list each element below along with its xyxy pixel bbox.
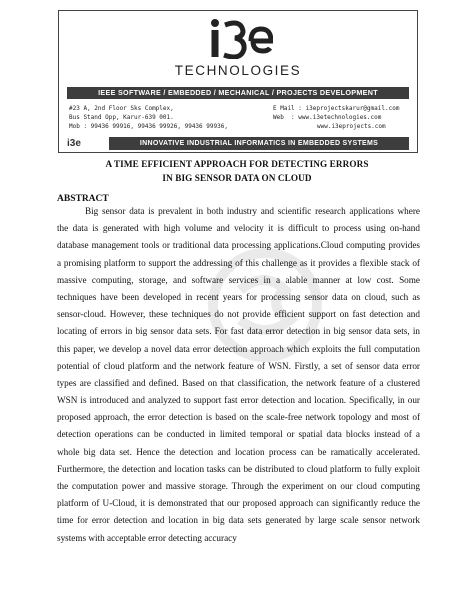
mini-logo: i3e [67,137,107,150]
abstract-body [57,203,420,547]
logo-area [59,11,417,84]
abstract-line: techniques have been developed in recent years for processing sensor data on cloud, such as [57,291,420,302]
abstract-line: sensor-cloud. However, these techniques do not provide efficient support on fast detection and [57,309,420,320]
abstract-line: database management tools or traditional data processing applications.Cloud computing provides [57,240,420,251]
abstract-line: the data is generated with high volume and velocity it is difficult to process using on-hand [57,223,420,234]
abstract-line: Big sensor data is prevalent in both industry and scientific research applications where [85,206,420,216]
address-block [69,104,228,131]
address-line-1: #23 A, 2nd Floor Sks Complex, [69,105,174,112]
abstract-heading: ABSTRACT [57,194,109,204]
abstract-line: this paper, we develop a novel data error detection approach which exploits the full computation [57,343,420,354]
abstract-line: types are classified and defined. Based on that classification, the network feature of a clustered [57,377,420,388]
contact-block [273,104,399,131]
logo-subtitle: TECHNOLOGIES [174,63,302,78]
web-line-1: Web : www.i3etechnologies.com [273,114,382,121]
abstract-line: whole big data set. Hence the detection and location process can be ramatically accelerated. [57,446,420,457]
abstract-line: massive computing, storage, and software services in a alable manner at low cost. Some [57,274,420,285]
abstract-line: detection operations can be conducted in limited temporal or spatial data blocks instead of a [57,429,420,440]
abstract-line: potential of cloud platform and the network feature of WSN. Firstly, a set of sensor data error [57,360,420,371]
footer-bar [67,137,409,150]
abstract-line: time for error detection and location in big data sets generated by large scale sensor network [57,515,420,526]
abstract-line: proposed approach, the error detection is based on the scale-free network topology and most of [57,412,420,423]
abstract-line: platform of U-Cloud, it is demonstrated that our proposed approach can significantly reduce the [57,498,420,509]
abstract-line: the computation power and massive storage. Through the experiment on our cloud computing [57,481,420,491]
abstract-line: a promising platform to support the addressing of this challenge as it provides a flexible stack of [57,257,420,268]
address-line-2: Bus Stand Opp, Karur-639 001. [69,114,174,121]
abstract-line: Furthermore, the detection and location tasks can be distributed to cloud platform to fully exploit [57,463,420,474]
paper-title-line-1: A TIME EFFICIENT APPROACH FOR DETECTING ERRORS [105,159,369,169]
abstract-line: locating of errors in big sensor data sets. For fast data error detection in big sensor data sets, in [57,326,420,337]
tagline-banner: INNOVATIVE INDUSTRIAL INFORMATICS IN EMBEDDED SYSTEMS [109,137,409,150]
services-banner: IEEE SOFTWARE / EMBEDDED / MECHANICAL / PROJECTS DEVELOPMENT [67,87,409,99]
abstract-line: systems with acceptable error detecting accuracy [57,532,237,543]
company-header [58,10,418,153]
email-line: E Mail : i3eprojectskarur@gmail.com [273,105,400,112]
i3e-logo-icon [207,17,273,59]
abstract-line: WSN is introduced and analyzed to support fast error detection and location. Specifically, in our [57,395,420,406]
web-line-2: www.i3eprojects.com [317,123,386,130]
paper-title-line-2: IN BIG SENSOR DATA ON CLOUD [162,173,312,183]
phone-line: Mob : 99436 99916, 99436 99926, 99436 99936, [69,123,228,130]
